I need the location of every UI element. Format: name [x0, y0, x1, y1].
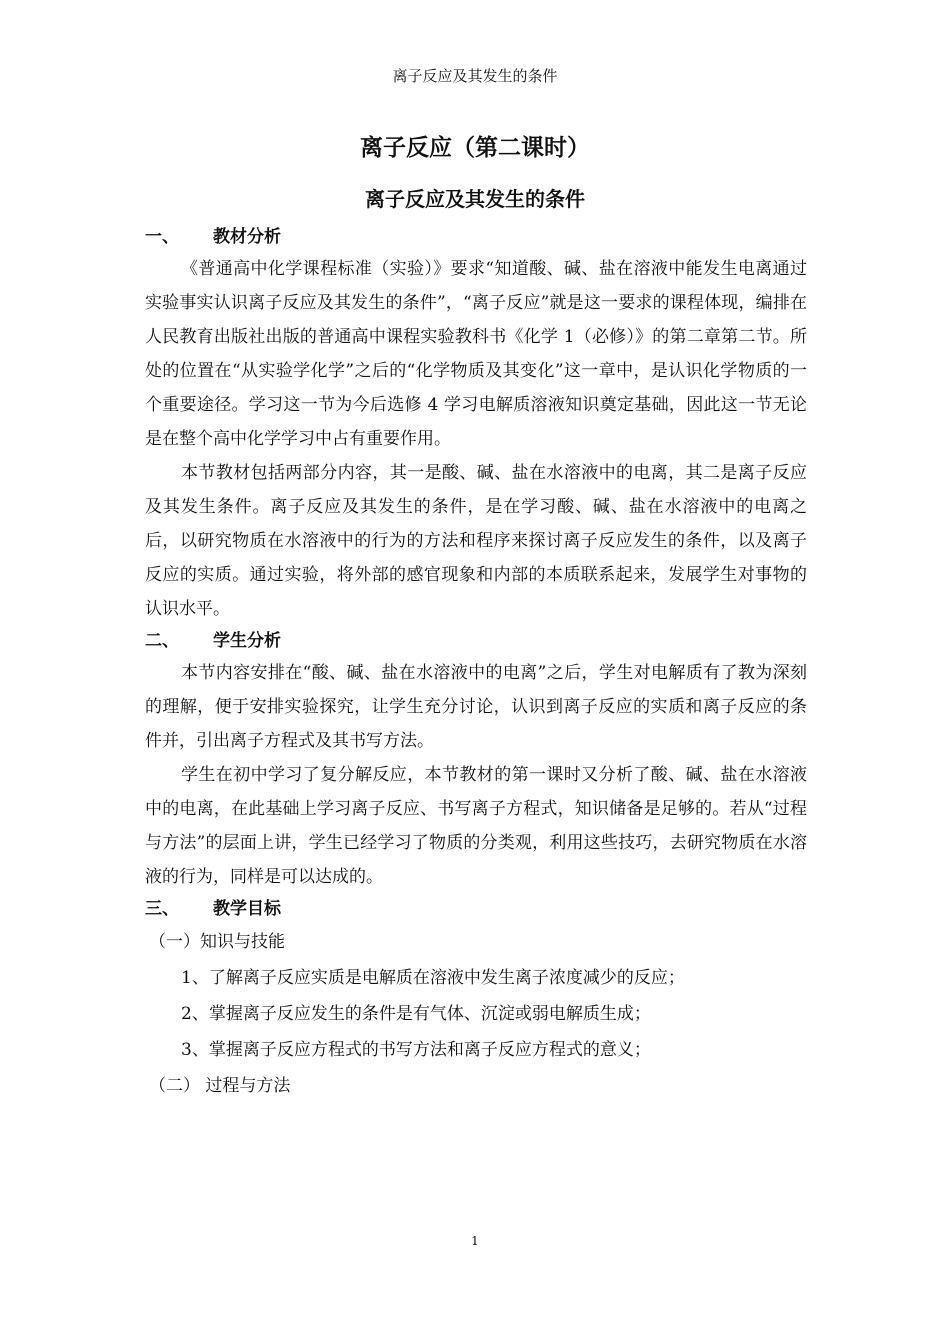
paragraph: 本节内容安排在“酸、碱、盐在水溶液中的电离”之后，学生对电解质有了教为深刻的理解，便于安排实验探究，让学生充分讨论，认识到离子反应的实质和离子反应的条件并，引出离子方程式及其书写方法。: [145, 663, 807, 751]
list-item: 1、了解离子反应实质是电解质在溶液中发生离子浓度减少的反应；: [181, 968, 685, 988]
list-item: 2、掌握离子反应发生的条件是有气体、沉淀或弱电解质生成；: [181, 1004, 651, 1024]
page-title: 离子反应（第二课时）: [360, 134, 590, 161]
section-title: 学生分析: [213, 631, 281, 651]
subsection-knowledge-skills: （一）知识与技能: [149, 932, 285, 952]
paragraph: 本节教材包括两部分内容，其一是酸、碱、盐在水溶液中的电离，其二是离子反应及其发生条件。离子反应及其发生的条件，是在学习酸、碱、盐在水溶液中的电离之后，以研究物质在水溶液中的行为的方法和程序来探讨离子反应发生的条件，以及离子反应的实质。通过实验，将外部的感官现象和内部的本质联系起来，发展学生对事物的认识水平。: [145, 463, 807, 619]
section-title: 教材分析: [213, 227, 281, 247]
section-heading-student-analysis: [145, 626, 807, 656]
document-body: [145, 222, 807, 1104]
paragraph: 学生在初中学习了复分解反应，本节教材的第一课时又分析了酸、碱、盐在水溶液中的电离，在此基础上学习离子反应、书写离子方程式，知识储备是足够的。若从“过程与方法”的层面上讲，学生已经学习了物质的分类观，利用这些技巧，去研究物质在水溶液的行为，同样是可以达成的。: [145, 765, 807, 887]
paragraph: 《普通高中化学课程标准（实验）》要求“知道酸、碱、盐在溶液中能发生电离通过实验事实认识离子反应及其发生的条件”，“离子反应”就是这一要求的课程体现，编排在人民教育出版社出版的普通高中课程实验教科书《化学 1（必修）》的第二章第二节。所处的位置在“从实验学化学”之后的“化学物质及其变化”这一章中，是认识化学物质的一个重要途径。学习这一节为今后选修 4 学习电解质溶液知识奠定基础，因此这一节无论是在整个高中化学学习中占有重要作用。: [145, 259, 807, 449]
subsection-process-method: （二） 过程与方法: [149, 1076, 291, 1096]
page-subtitle: 离子反应及其发生的条件: [365, 187, 585, 211]
list-item: 3、掌握离子反应方程式的书写方法和离子反应方程式的意义；: [181, 1040, 651, 1060]
section-number: 三、: [145, 899, 179, 919]
section-number: 一、: [145, 227, 179, 247]
section-title: 教学目标: [213, 899, 281, 919]
section-number: 二、: [145, 631, 179, 651]
section-heading-teaching-goals: [145, 894, 807, 924]
running-header: 离子反应及其发生的条件: [392, 67, 558, 85]
section-heading-textbook-analysis: [145, 222, 807, 252]
page-number: 1: [471, 1234, 479, 1248]
